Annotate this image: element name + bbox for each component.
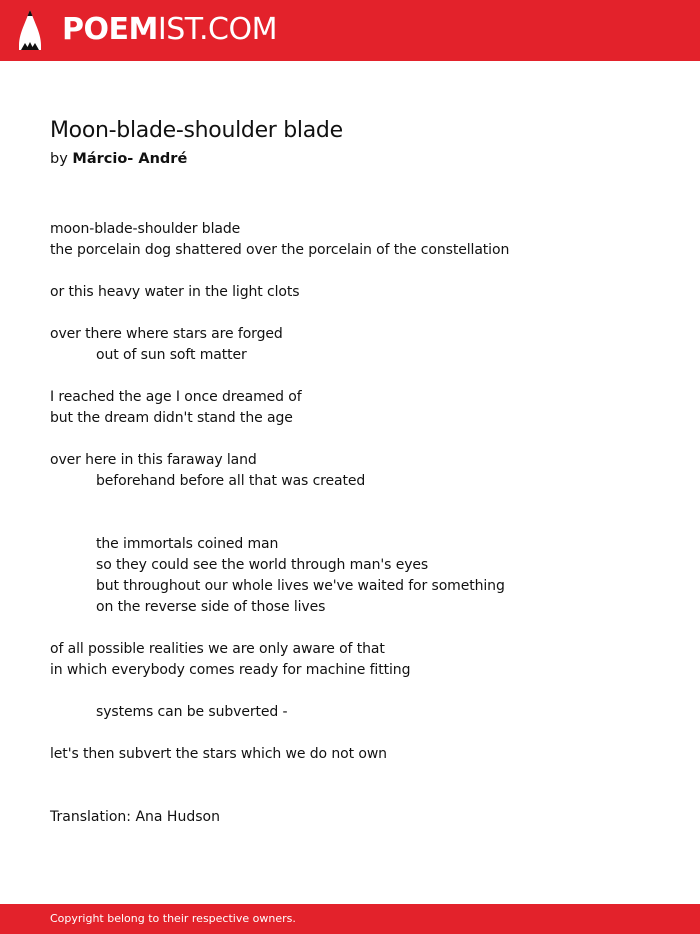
- poem-line: or this heavy water in the light clots: [50, 284, 300, 300]
- stanza-break: [50, 492, 670, 513]
- poem-body: [50, 219, 670, 765]
- stanza-break: [50, 618, 670, 639]
- stanza-break: [50, 723, 670, 744]
- poem-line: the immortals coined man: [96, 536, 279, 552]
- poem-title: Moon-blade-shoulder blade: [50, 118, 343, 143]
- stanza-break: [50, 681, 670, 702]
- author-name: Márcio- André: [72, 151, 188, 167]
- poem-line: of all possible realities we are only aware of that: [50, 641, 385, 657]
- poem-byline: [50, 148, 187, 170]
- site-footer: [0, 904, 700, 934]
- stanza-break: [50, 513, 670, 534]
- brand-bold: POEM: [62, 12, 158, 47]
- poem-line: out of sun soft matter: [96, 347, 247, 363]
- poem-line: over here in this faraway land: [50, 452, 257, 468]
- stanza-break: [50, 261, 670, 282]
- poem-line: but the dream didn't stand the age: [50, 410, 293, 426]
- copyright-text: Copyright belong to their respective owners.: [50, 912, 296, 925]
- poem-line: moon-blade-shoulder blade: [50, 221, 241, 237]
- poem-line: the porcelain dog shattered over the porcelain of the constellation: [50, 242, 510, 258]
- site-logo-text[interactable]: [62, 12, 277, 48]
- poem-line: on the reverse side of those lives: [96, 599, 326, 615]
- brand-light: IST.COM: [157, 12, 277, 47]
- poem-line: in which everybody comes ready for machine fitting: [50, 662, 411, 678]
- poem-line: let's then subvert the stars which we do not own: [50, 746, 387, 762]
- poem-line: beforehand before all that was created: [96, 473, 366, 489]
- poem-line: but throughout our whole lives we've waited for something: [96, 578, 505, 594]
- poem-line: over there where stars are forged: [50, 326, 283, 342]
- pencil-icon[interactable]: [17, 9, 43, 51]
- poem-line: I reached the age I once dreamed of: [50, 389, 302, 405]
- stanza-break: [50, 303, 670, 324]
- translation-credit: Translation: Ana Hudson: [50, 809, 220, 825]
- stanza-break: [50, 366, 670, 387]
- poem-line: so they could see the world through man's eyes: [96, 557, 429, 573]
- stanza-break: [50, 429, 670, 450]
- site-header: [0, 0, 700, 61]
- by-label: by: [50, 151, 68, 167]
- poem-line: systems can be subverted -: [96, 704, 288, 720]
